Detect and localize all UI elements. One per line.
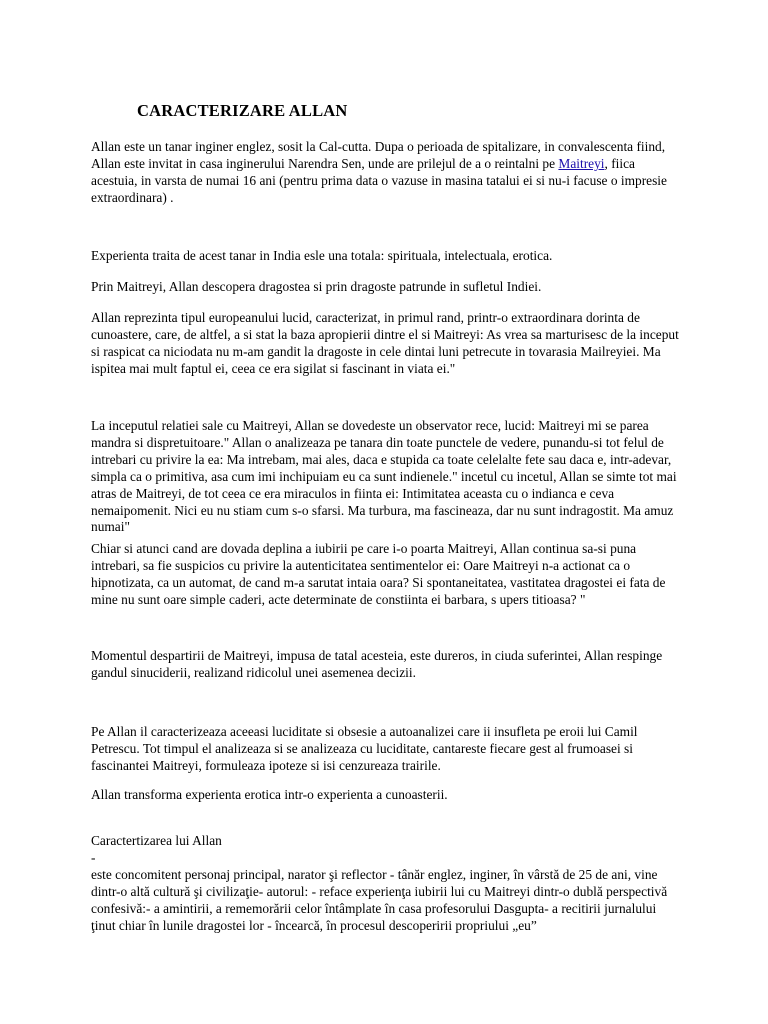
- paragraph-suspicion-text: Chiar si atunci cand are dovada deplina a iubirii pe care i-o poarta Maitreyi, Allan continua sa-si puna intrebari, sa fie suspicios cu privire la autenticitatea sentimentelor ei: Oare Maitreyi n-a actionat ca o hipnotizata, ca un automat, de cand m-a sarutat intaia oara? Si spontaneitatea, vastitatea dragostei ei fata de mine nu sunt oare simple caderi, acte determinate de constiinta ei barbara, s upers titioasa? ": [91, 541, 666, 607]
- section-characterization: [91, 833, 681, 934]
- section-body-text: este concomitent personaj principal, narator şi reflector - tânăr englez, inginer, în vârstă de 25 de ani, vine dintr-o altă cultură şi civilizaţie- autorul: - reface experienţa iubirii lui cu Maitreyi dintr-o dublă perspectivă confesivă:- a amintirii, a rememorării celor întâmplate în casa profesorului Dasgupta- a recitirii jurnalului ţinut chiar în lunile dragostei lor - încearcă, în procesul descoperirii propriului „eu”: [91, 866, 668, 933]
- paragraph-lucidity: [91, 724, 681, 775]
- maitreyi-link[interactable]: Maitreyi: [558, 155, 605, 171]
- paragraph-lucidity-text: Pe Allan il caracterizeaza aceeasi luciditate si obsesie a autoanalizei care ii insufleta pe eroii lui Camil Petrescu. Tot timpul el analizeaza si se analizeaza cu luciditate, cantareste fiecare gest al frumoasei si fascinantei Maitreyi, formuleaza ipoteze si isi cenzureaza trairile.: [91, 724, 638, 773]
- paragraph-european: [91, 310, 681, 378]
- paragraph-separation-text: Momentul despartirii de Maitreyi, impusa de tatal acesteia, este dureros, in ciuda suferintei, Allan respinge gandul sinuciderii, realizand ridicolul unei asemenea decizii.: [91, 648, 663, 680]
- paragraph-love-text: Prin Maitreyi, Allan descopera dragostea si prin dragoste patrunde in sufletul Indiei.: [91, 279, 542, 294]
- paragraph-transform-text: Allan transforma experienta erotica intr-o experienta a cunoasterii.: [91, 787, 448, 802]
- paragraph-intro: [91, 139, 681, 207]
- paragraph-experience-text: Experienta traita de acest tanar in India esle una totala: spirituala, intelectuala, erotica.: [91, 248, 553, 263]
- section-heading: Caractertizarea lui Allan: [91, 833, 222, 848]
- paragraph-love: [91, 279, 681, 296]
- section-dash: -: [91, 849, 96, 865]
- paragraph-experience: [91, 248, 681, 265]
- paragraph-european-text: Allan reprezinta tipul europeanului lucid, caracterizat, in primul rand, printr-o extraordinara dorinta de cunoastere, care, de altfel, a si stat la baza apropierii dintre el si Maitreyi: As vrea sa marturisesc de la inceput si raspicat ca niciodata nu m-am gandit la dragoste in cele dintai luni petrecute in tovarasia Mailreyiei. Ma ispitea mai mult faptul ei, ceea ce era sigilat si fascinant in viata ei.": [91, 310, 679, 376]
- document-title: CARACTERIZARE ALLAN: [137, 101, 348, 120]
- paragraph-intro-text-b: , fiica acestuia, in varsta de numai 16 ani (pentru prima data o vazuse in masina tatalui ei si nu-i facuse o impresie extraordinara) .: [91, 155, 667, 205]
- paragraph-observer: [91, 418, 681, 536]
- paragraph-separation: [91, 648, 681, 682]
- paragraph-suspicion: [91, 541, 681, 609]
- paragraph-intro-text-a: Allan este un tanar inginer englez, sosit la Cal-cutta. Dupa o perioada de spitalizare, in convalescenta fiind, Allan este invitat in casa inginerului Narendra Sen, unde are prilejul de a o reintalni pe: [91, 139, 666, 171]
- paragraph-observer-text: La inceputul relatiei sale cu Maitreyi, Allan se dovedeste un observator rece, lucid: Maitreyi mi se parea mandra si dispretuitoare." Allan o analizeaza pe tanara din toate punctele de vedere, punandu-si tot felul de intrebari cu privire la ea: Ma intrebam, mai ales, daca e stupida ca toate celelalte fete sau daca e, intr-adevar, simpla ca o primitiva, asa cum imi inchipuiam eu ca sunt indienele." incetul cu incetul, Allan se simte tot mai atras de Maitreyi, de tot ceea ce era miraculos in fiinta ei: Intimitatea aceasta cu o indianca e ceva nemaipomenit. Nici eu nu stiam cum s-o sfarsi. Ma turbura, ma fascineaza, dar nu sunt indragostit. Ma amuz numai": [91, 418, 677, 535]
- paragraph-transform: [91, 787, 681, 804]
